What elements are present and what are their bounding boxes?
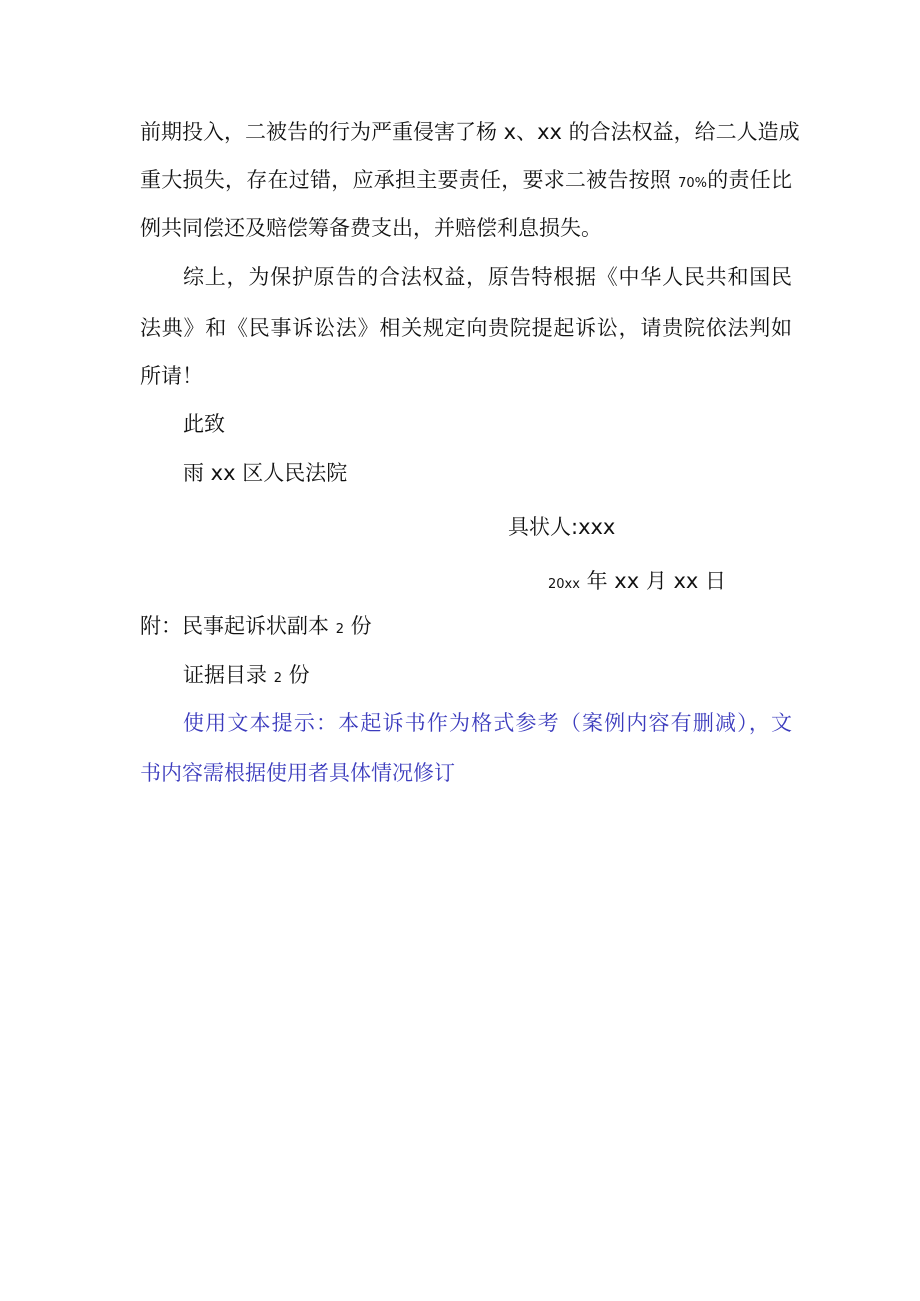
paragraph-1-line-2-text-a: 重大损失，存在过错，应承担主要责任，要求二被告按照 [140,168,679,192]
attachment-item-2-unit: 份 [281,663,310,687]
attachment-item-1-label: 附：民事起诉状副本 [140,614,336,638]
court-name: 雨 xx 区人民法院 [183,461,348,485]
paragraph-2-line-2: 法典》和《民事诉讼法》相关规定向贵院提起诉讼，请贵院依法判如 [140,316,792,340]
attachment-item-1-unit: 份 [343,614,372,638]
usage-note-line-2: 书内容需根据使用者具体情况修订 [140,761,455,785]
attachment-item-1-count: 2 [335,622,344,637]
salutation: 此致 [183,412,225,436]
filing-date-rest: 年 xx 月 xx 日 [579,569,727,593]
plaintiff-signature: 具状人:xxx [508,515,616,539]
percentage-value: 70% [678,176,707,191]
paragraph-1-line-1: 前期投入，二被告的行为严重侵害了杨 x、xx 的合法权益，给二人造成 [140,120,800,144]
paragraph-1-line-2 [140,168,792,196]
attachment-item-2-count: 2 [273,671,282,686]
paragraph-2-line-3: 所请！ [140,364,203,388]
paragraph-2-line-1: 综上，为保护原告的合法权益，原告特根据《中华人民共和国民 [183,265,792,289]
attachment-item-1 [140,614,372,642]
paragraph-1-line-2-text-b: 的责任比 [707,168,792,192]
paragraph-1-line-3: 例共同偿还及赔偿筹备费支出，并赔偿利息损失。 [140,216,602,240]
attachment-item-2-label: 证据目录 [183,663,274,687]
attachment-item-2 [183,663,310,691]
usage-note-line-1: 使用文本提示：本起诉书作为格式参考（案例内容有删减），文 [183,711,792,735]
filing-date-year: 20xx [548,577,580,592]
filing-date [548,569,726,597]
